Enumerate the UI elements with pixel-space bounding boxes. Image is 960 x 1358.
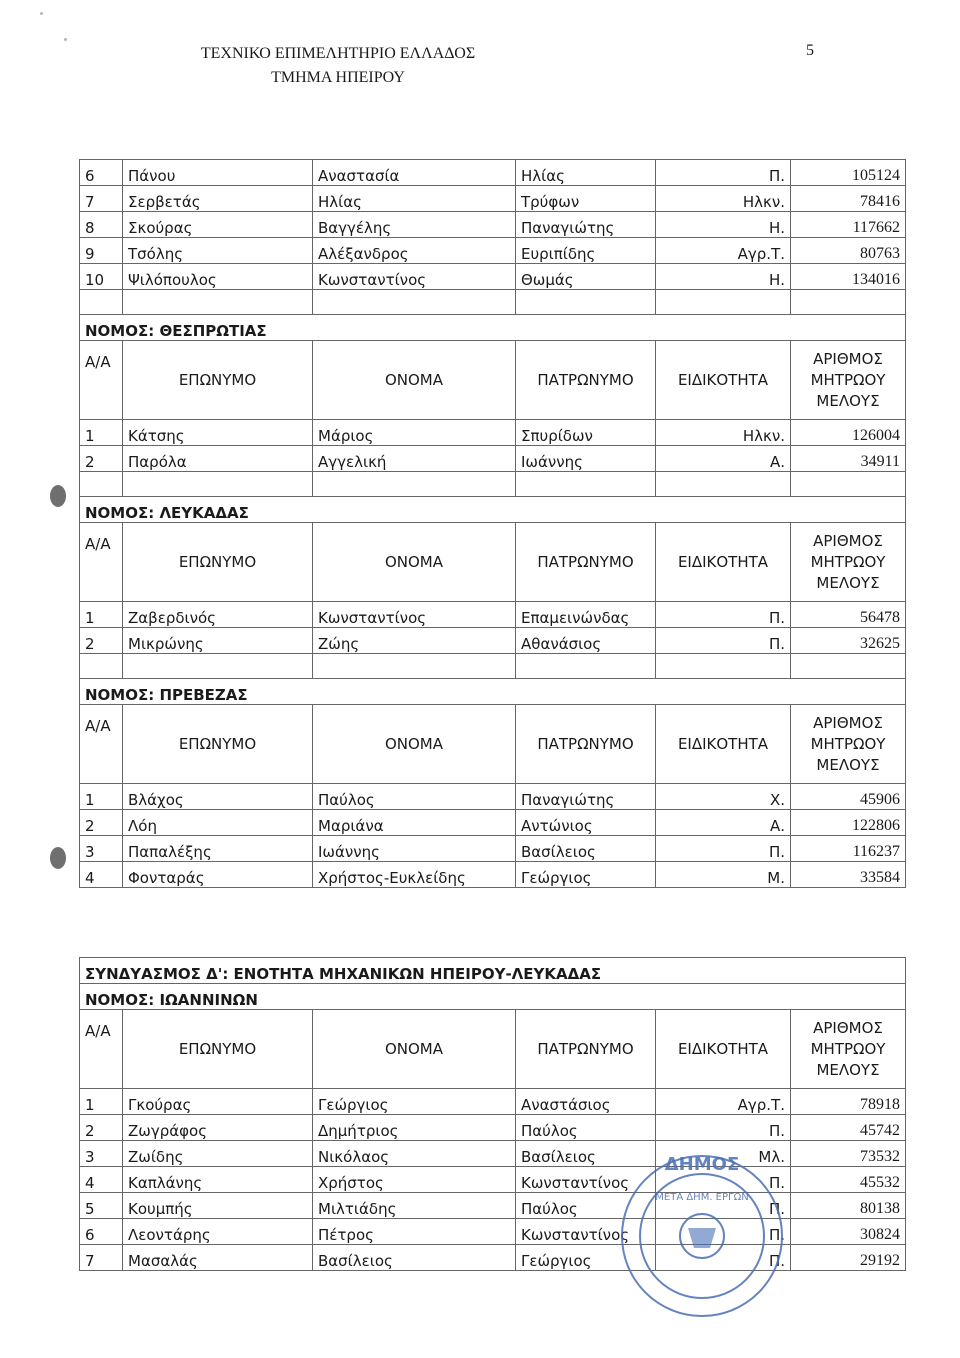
- header-line: ΜΕΛΟΥΣ: [816, 1060, 880, 1079]
- row-number: 2: [80, 446, 123, 472]
- surname-cell: Λεοντάρης: [123, 1219, 313, 1245]
- father-name-cell: Κωνσταντίνος: [516, 1219, 656, 1245]
- table-row: [80, 1115, 906, 1141]
- father-name-cell: Επαμεινώνδας: [516, 602, 656, 628]
- surname-cell: Λόη: [123, 810, 313, 836]
- blank-cell: [123, 472, 313, 497]
- row-number: 2: [80, 810, 123, 836]
- column-header-member-number: [791, 341, 906, 420]
- row-number: 5: [80, 1193, 123, 1219]
- section-title-row: [80, 679, 906, 705]
- blank-cell: [516, 654, 656, 679]
- member-number-cell: 80763: [791, 238, 906, 264]
- member-number-cell: 78918: [791, 1089, 906, 1115]
- blank-cell: [516, 472, 656, 497]
- prefecture-title-thesprotia: ΝΟΜΟΣ: ΘΕΣΠΡΩΤΙΑΣ: [80, 315, 906, 341]
- surname-cell: Βλάχος: [123, 784, 313, 810]
- specialty-cell: Η.: [656, 212, 791, 238]
- surname-cell: Ζαβερδινός: [123, 602, 313, 628]
- stamp-top-text: ΔΗΜΟΣ: [664, 1154, 740, 1175]
- blank-cell: [656, 290, 791, 315]
- prefecture-title-preveza: ΝΟΜΟΣ: ΠΡΕΒΕΖΑΣ: [80, 679, 906, 705]
- header-line: ΜΕΛΟΥΣ: [816, 391, 880, 410]
- father-name-cell: Παύλος: [516, 1115, 656, 1141]
- blank-cell: [791, 290, 906, 315]
- row-number: 7: [80, 1245, 123, 1271]
- surname-cell: Καπλάνης: [123, 1167, 313, 1193]
- punch-hole: [50, 847, 66, 869]
- surname-cell: Γκούρας: [123, 1089, 313, 1115]
- header-line: ΜΗΤΡΩΟΥ: [810, 734, 886, 753]
- section-title-row: [80, 984, 906, 1010]
- name-cell: Αλέξανδρος: [313, 238, 516, 264]
- table-row: [80, 1245, 906, 1271]
- row-number: 1: [80, 1089, 123, 1115]
- member-number-cell: 29192: [791, 1245, 906, 1271]
- column-header-specialty: ΕΙΔΙΚΟΤΗΤΑ: [656, 523, 791, 602]
- name-cell: Νικόλαος: [313, 1141, 516, 1167]
- page-number: 5: [806, 42, 814, 59]
- column-header-row: [80, 705, 906, 784]
- member-number-cell: 116237: [791, 836, 906, 862]
- column-header-aa: Α/Α: [80, 523, 123, 602]
- name-cell: Ζώης: [313, 628, 516, 654]
- column-header-name: ΟΝΟΜΑ: [313, 705, 516, 784]
- member-number-cell: 134016: [791, 264, 906, 290]
- specialty-cell: Π.: [656, 628, 791, 654]
- name-cell: Βαγγέλης: [313, 212, 516, 238]
- row-number: 2: [80, 1115, 123, 1141]
- surname-cell: Κουμπής: [123, 1193, 313, 1219]
- surname-cell: Ζωγράφος: [123, 1115, 313, 1141]
- name-cell: Αναστασία: [313, 160, 516, 186]
- row-number: 3: [80, 1141, 123, 1167]
- specialty-cell: Π.: [656, 602, 791, 628]
- surname-cell: Σκούρας: [123, 212, 313, 238]
- column-header-row: [80, 523, 906, 602]
- blank-cell: [80, 654, 123, 679]
- name-cell: Μιλτιάδης: [313, 1193, 516, 1219]
- header-line: ΜΕΛΟΥΣ: [816, 755, 880, 774]
- surname-cell: Ζωίδης: [123, 1141, 313, 1167]
- column-header-surname: ΕΠΩΝΥΜΟ: [123, 341, 313, 420]
- member-number-cell: 126004: [791, 420, 906, 446]
- table-row: [80, 602, 906, 628]
- prefecture-title-lefkada: ΝΟΜΟΣ: ΛΕΥΚΑΔΑΣ: [80, 497, 906, 523]
- specialty-cell: Π.: [656, 1193, 791, 1219]
- table-row: [80, 1167, 906, 1193]
- specialty-cell: Η.: [656, 264, 791, 290]
- row-number: 4: [80, 1167, 123, 1193]
- blank-cell: [313, 654, 516, 679]
- father-name-cell: Παναγιώτης: [516, 212, 656, 238]
- table-row: [80, 1193, 906, 1219]
- table-row: [80, 212, 906, 238]
- father-name-cell: Σπυρίδων: [516, 420, 656, 446]
- table-row: [80, 784, 906, 810]
- column-header-aa: Α/Α: [80, 1010, 123, 1089]
- column-header-name: ΟΝΟΜΑ: [313, 1010, 516, 1089]
- column-header-father-name: ΠΑΤΡΩΝΥΜΟ: [516, 705, 656, 784]
- blank-cell: [313, 472, 516, 497]
- header-line: ΜΕΛΟΥΣ: [816, 573, 880, 592]
- candidates-table-ioannina: [79, 957, 906, 1271]
- specialty-cell: Αγρ.Τ.: [656, 1089, 791, 1115]
- surname-cell: Κάτσης: [123, 420, 313, 446]
- header-line: ΜΗΤΡΩΟΥ: [810, 552, 886, 571]
- member-number-cell: 80138: [791, 1193, 906, 1219]
- row-number: 9: [80, 238, 123, 264]
- member-number-cell: 33584: [791, 862, 906, 888]
- header-line: ΑΡΙΘΜΟΣ: [813, 531, 883, 550]
- surname-cell: Ψιλόπουλος: [123, 264, 313, 290]
- table-row: [80, 238, 906, 264]
- member-number-cell: 45532: [791, 1167, 906, 1193]
- header-line: ΑΡΙΘΜΟΣ: [813, 349, 883, 368]
- member-number-cell: 34911: [791, 446, 906, 472]
- column-header-aa: Α/Α: [80, 705, 123, 784]
- name-cell: Χρήστος-Ευκλείδης: [313, 862, 516, 888]
- prefecture-title-ioannina: ΝΟΜΟΣ: ΙΩΑΝΝΙΝΩΝ: [80, 984, 906, 1010]
- specialty-cell: Α.: [656, 446, 791, 472]
- column-header-aa: Α/Α: [80, 341, 123, 420]
- table-row: [80, 810, 906, 836]
- surname-cell: Τσόλης: [123, 238, 313, 264]
- father-name-cell: Ιωάννης: [516, 446, 656, 472]
- father-name-cell: Βασίλειος: [516, 836, 656, 862]
- father-name-cell: Γεώργιος: [516, 1245, 656, 1271]
- surname-cell: Μασαλάς: [123, 1245, 313, 1271]
- member-number-cell: 45742: [791, 1115, 906, 1141]
- blank-cell: [791, 654, 906, 679]
- header-line: ΑΡΙΘΜΟΣ: [813, 1018, 883, 1037]
- name-cell: Κωνσταντίνος: [313, 602, 516, 628]
- specialty-cell: Π.: [656, 160, 791, 186]
- section-title-row: [80, 958, 906, 984]
- row-number: 6: [80, 1219, 123, 1245]
- row-number: 1: [80, 420, 123, 446]
- column-header-member-number: [791, 705, 906, 784]
- father-name-cell: Αθανάσιος: [516, 628, 656, 654]
- father-name-cell: Παναγιώτης: [516, 784, 656, 810]
- table-row: [80, 186, 906, 212]
- father-name-cell: Θωμάς: [516, 264, 656, 290]
- specialty-cell: Ηλκν.: [656, 186, 791, 212]
- father-name-cell: Αναστάσιος: [516, 1089, 656, 1115]
- column-header-father-name: ΠΑΤΡΩΝΥΜΟ: [516, 1010, 656, 1089]
- specialty-cell: Μλ.: [656, 1141, 791, 1167]
- specialty-cell: Χ.: [656, 784, 791, 810]
- name-cell: Ιωάννης: [313, 836, 516, 862]
- organization-header: [148, 42, 528, 90]
- member-number-cell: 56478: [791, 602, 906, 628]
- father-name-cell: Ηλίας: [516, 160, 656, 186]
- table-row: [80, 1219, 906, 1245]
- table-row: [80, 628, 906, 654]
- name-cell: Ηλίας: [313, 186, 516, 212]
- row-number: 4: [80, 862, 123, 888]
- table-row: [80, 420, 906, 446]
- blank-cell: [656, 654, 791, 679]
- header-line: ΜΗΤΡΩΟΥ: [810, 1039, 886, 1058]
- specialty-cell: Π.: [656, 836, 791, 862]
- surname-cell: Σερβετάς: [123, 186, 313, 212]
- name-cell: Πέτρος: [313, 1219, 516, 1245]
- column-header-member-number: [791, 523, 906, 602]
- specialty-cell: Μ.: [656, 862, 791, 888]
- candidates-table-epirus: [79, 159, 906, 888]
- blank-cell: [80, 290, 123, 315]
- name-cell: Βασίλειος: [313, 1245, 516, 1271]
- member-number-cell: 117662: [791, 212, 906, 238]
- column-header-father-name: ΠΑΤΡΩΝΥΜΟ: [516, 523, 656, 602]
- section-title-row: [80, 497, 906, 523]
- column-header-member-number: [791, 1010, 906, 1089]
- table-row: [80, 160, 906, 186]
- column-header-row: [80, 1010, 906, 1089]
- surname-cell: Μικρώνης: [123, 628, 313, 654]
- father-name-cell: Γεώργιος: [516, 862, 656, 888]
- blank-cell: [656, 472, 791, 497]
- member-number-cell: 32625: [791, 628, 906, 654]
- member-number-cell: 45906: [791, 784, 906, 810]
- name-cell: Δημήτριος: [313, 1115, 516, 1141]
- specialty-cell: Π.: [656, 1167, 791, 1193]
- column-header-surname: ΕΠΩΝΥΜΟ: [123, 1010, 313, 1089]
- organization-branch: ΤΜΗΜΑ ΗΠΕΙΡΟΥ: [271, 69, 405, 86]
- name-cell: Παύλος: [313, 784, 516, 810]
- column-header-specialty: ΕΙΔΙΚΟΤΗΤΑ: [656, 1010, 791, 1089]
- member-number-cell: 78416: [791, 186, 906, 212]
- organization-name: ΤΕΧΝΙΚΟ ΕΠΙΜΕΛΗΤΗΡΙΟ ΕΛΛΑΔΟΣ: [200, 45, 476, 62]
- surname-cell: Φονταράς: [123, 862, 313, 888]
- blank-cell: [123, 654, 313, 679]
- specialty-cell: Π.: [656, 1115, 791, 1141]
- father-name-cell: Αντώνιος: [516, 810, 656, 836]
- specialty-cell: Π.: [656, 1219, 791, 1245]
- scan-speck: [64, 38, 67, 41]
- row-number: 1: [80, 602, 123, 628]
- table-row: [80, 1141, 906, 1167]
- name-cell: Αγγελική: [313, 446, 516, 472]
- blank-cell: [791, 472, 906, 497]
- blank-cell: [80, 472, 123, 497]
- father-name-cell: Παύλος: [516, 1193, 656, 1219]
- row-number: 8: [80, 212, 123, 238]
- column-header-surname: ΕΠΩΝΥΜΟ: [123, 523, 313, 602]
- header-line: ΜΗΤΡΩΟΥ: [810, 370, 886, 389]
- member-number-cell: 105124: [791, 160, 906, 186]
- row-number: 7: [80, 186, 123, 212]
- name-cell: Χρήστος: [313, 1167, 516, 1193]
- ballot-title: ΣΥΝΔΥΑΣΜΟΣ Δ': ΕΝΟΤΗΤΑ ΜΗΧΑΝΙΚΩΝ ΗΠΕΙΡΟΥ-ΛΕΥΚΑΔΑΣ: [80, 958, 906, 984]
- column-header-row: [80, 341, 906, 420]
- blank-cell: [516, 290, 656, 315]
- blank-row: [80, 290, 906, 315]
- surname-cell: Παπαλέξης: [123, 836, 313, 862]
- blank-cell: [123, 290, 313, 315]
- column-header-father-name: ΠΑΤΡΩΝΥΜΟ: [516, 341, 656, 420]
- member-number-cell: 122806: [791, 810, 906, 836]
- blank-row: [80, 654, 906, 679]
- member-number-cell: 73532: [791, 1141, 906, 1167]
- father-name-cell: Ευριπίδης: [516, 238, 656, 264]
- specialty-cell: Π.: [656, 1245, 791, 1271]
- table-row: [80, 446, 906, 472]
- name-cell: Γεώργιος: [313, 1089, 516, 1115]
- blank-row: [80, 472, 906, 497]
- blank-cell: [313, 290, 516, 315]
- specialty-cell: Ηλκν.: [656, 420, 791, 446]
- row-number: 10: [80, 264, 123, 290]
- stamp-ring-text: ΜΕΤΑ ΔΗΜ. ΕΡΓΩΝ: [655, 1192, 749, 1203]
- surname-cell: Παρόλα: [123, 446, 313, 472]
- table-row: [80, 264, 906, 290]
- column-header-surname: ΕΠΩΝΥΜΟ: [123, 705, 313, 784]
- father-name-cell: Βασίλειος: [516, 1141, 656, 1167]
- table-row: [80, 836, 906, 862]
- row-number: 6: [80, 160, 123, 186]
- name-cell: Μαριάνα: [313, 810, 516, 836]
- row-number: 1: [80, 784, 123, 810]
- punch-hole: [50, 485, 66, 507]
- father-name-cell: Τρύφων: [516, 186, 656, 212]
- column-header-specialty: ΕΙΔΙΚΟΤΗΤΑ: [656, 705, 791, 784]
- column-header-specialty: ΕΙΔΙΚΟΤΗΤΑ: [656, 341, 791, 420]
- surname-cell: Πάνου: [123, 160, 313, 186]
- table-row: [80, 862, 906, 888]
- scan-speck: [40, 12, 43, 15]
- specialty-cell: Αγρ.Τ.: [656, 238, 791, 264]
- member-number-cell: 30824: [791, 1219, 906, 1245]
- table-row: [80, 1089, 906, 1115]
- specialty-cell: Α.: [656, 810, 791, 836]
- row-number: 3: [80, 836, 123, 862]
- column-header-name: ΟΝΟΜΑ: [313, 341, 516, 420]
- name-cell: Κωνσταντίνος: [313, 264, 516, 290]
- section-title-row: [80, 315, 906, 341]
- header-line: ΑΡΙΘΜΟΣ: [813, 713, 883, 732]
- column-header-name: ΟΝΟΜΑ: [313, 523, 516, 602]
- row-number: 2: [80, 628, 123, 654]
- father-name-cell: Κωνσταντίνος: [516, 1167, 656, 1193]
- name-cell: Μάριος: [313, 420, 516, 446]
